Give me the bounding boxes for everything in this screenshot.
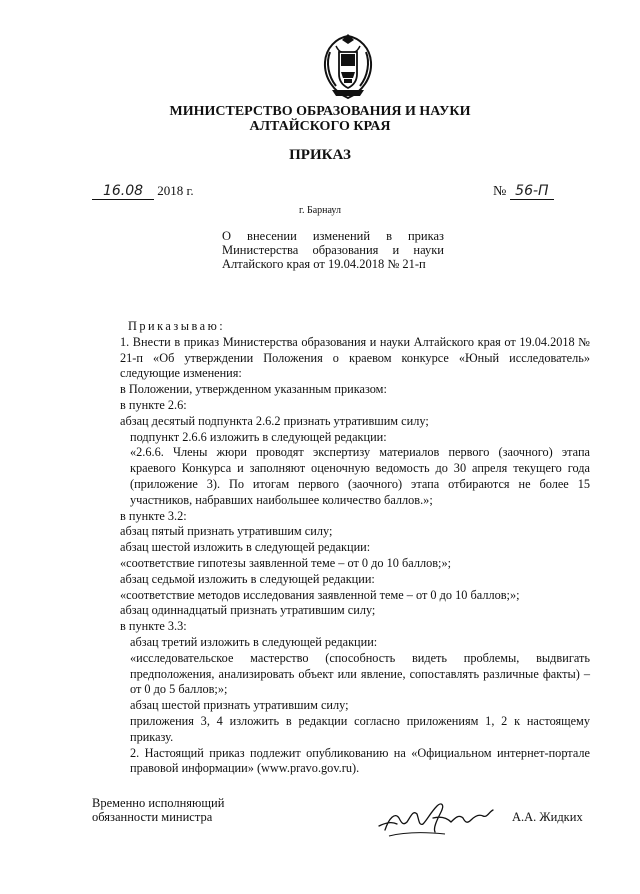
body-paragraph: приложения 3, 4 изложить в редакции согласно приложениям 1, 2 к настоящему приказу.	[130, 713, 590, 744]
body-paragraph: «исследовательское мастерство (способность видеть проблемы, выдвигать предположения, анализировать объект или явление, сопоставлять различные факты) – от 0 до 5 баллов;»;	[130, 650, 590, 697]
position-line-2: обязанности министра	[92, 810, 213, 824]
body-paragraph: в пункте 2.6:	[120, 397, 187, 412]
date-line	[92, 183, 194, 200]
ministry-line-2: АЛТАЙСКОГО КРАЯ	[249, 119, 391, 134]
body-paragraph: «соответствие гипотезы заявленной теме – от 0 до 10 баллов;»;	[120, 555, 452, 570]
body-paragraph: абзац шестой изложить в следующей редакции:	[120, 540, 371, 555]
handwritten-signature	[375, 792, 505, 842]
body-paragraph: Приказываю:	[128, 319, 226, 333]
body-paragraph: в пункте 3.2:	[120, 508, 187, 523]
coat-of-arms-icon	[318, 32, 378, 102]
body-paragraph: в пункте 3.3:	[120, 619, 187, 634]
body-paragraph: абзац седьмой изложить в следующей редакции:	[120, 571, 375, 586]
signatory-position	[92, 796, 224, 824]
year-text: 2018 г.	[157, 183, 194, 198]
position-line-1: Временно исполняющий	[92, 796, 225, 810]
body-paragraph: в Положении, утвержденном указанным приказом:	[120, 382, 387, 397]
body-paragraph: «соответствие методов исследования заявленной теме – от 0 до 10 баллов;»;	[120, 587, 520, 602]
body-paragraph: 1. Внести в приказ Министерства образования и науки Алтайского края от 19.04.2018 № 21-п «Об утверждении Положения о краевом конкурсе «Юный исследователь» следующие изменения:	[120, 334, 590, 381]
handwritten-date: 16.08	[92, 183, 154, 200]
body-paragraph: абзац одиннадцатый признать утратившим силу;	[120, 603, 376, 618]
body-paragraph: подпункт 2.6.6 изложить в следующей редакции:	[130, 429, 387, 444]
number-prefix: №	[493, 184, 507, 199]
ministry-line-1: МИНИСТЕРСТВО ОБРАЗОВАНИЯ И НАУКИ	[169, 104, 471, 119]
city: г. Барнаул	[299, 205, 341, 216]
body-paragraph: абзац шестой признать утратившим силу;	[130, 698, 349, 713]
body-paragraph: абзац десятый подпункта 2.6.2 признать утратившим силу;	[120, 413, 429, 428]
handwritten-number: 56-П	[510, 183, 554, 200]
ministry-name	[0, 104, 640, 134]
body-paragraph: 2. Настоящий приказ подлежит опубликованию на «Официальном интернет-портале правовой информации» (www.pravo.gov.ru).	[130, 745, 590, 776]
body-paragraph: абзац третий изложить в следующей редакции:	[130, 634, 378, 649]
order-subject: О внесении изменений в приказ Министерства образования и науки Алтайского края от 19.04.2018 № 21-п	[222, 229, 444, 271]
body-paragraph: абзац пятый признать утратившим силу;	[120, 524, 333, 539]
order-body	[90, 319, 590, 777]
signer-name: А.А. Жидких	[512, 810, 583, 824]
body-paragraph: «2.6.6. Члены жюри проводят экспертизу материалов первого (заочного) этапа краевого Конкурса и заполняют оценочную ведомость до 30 апреля текущего года (приложение 3). По итогам первого (заочного) этапа отбираются не более 15 участников, набравших наибольшее количество баллов.»;	[130, 445, 590, 507]
number-line	[493, 183, 554, 200]
document-type: ПРИКАЗ	[289, 147, 351, 163]
